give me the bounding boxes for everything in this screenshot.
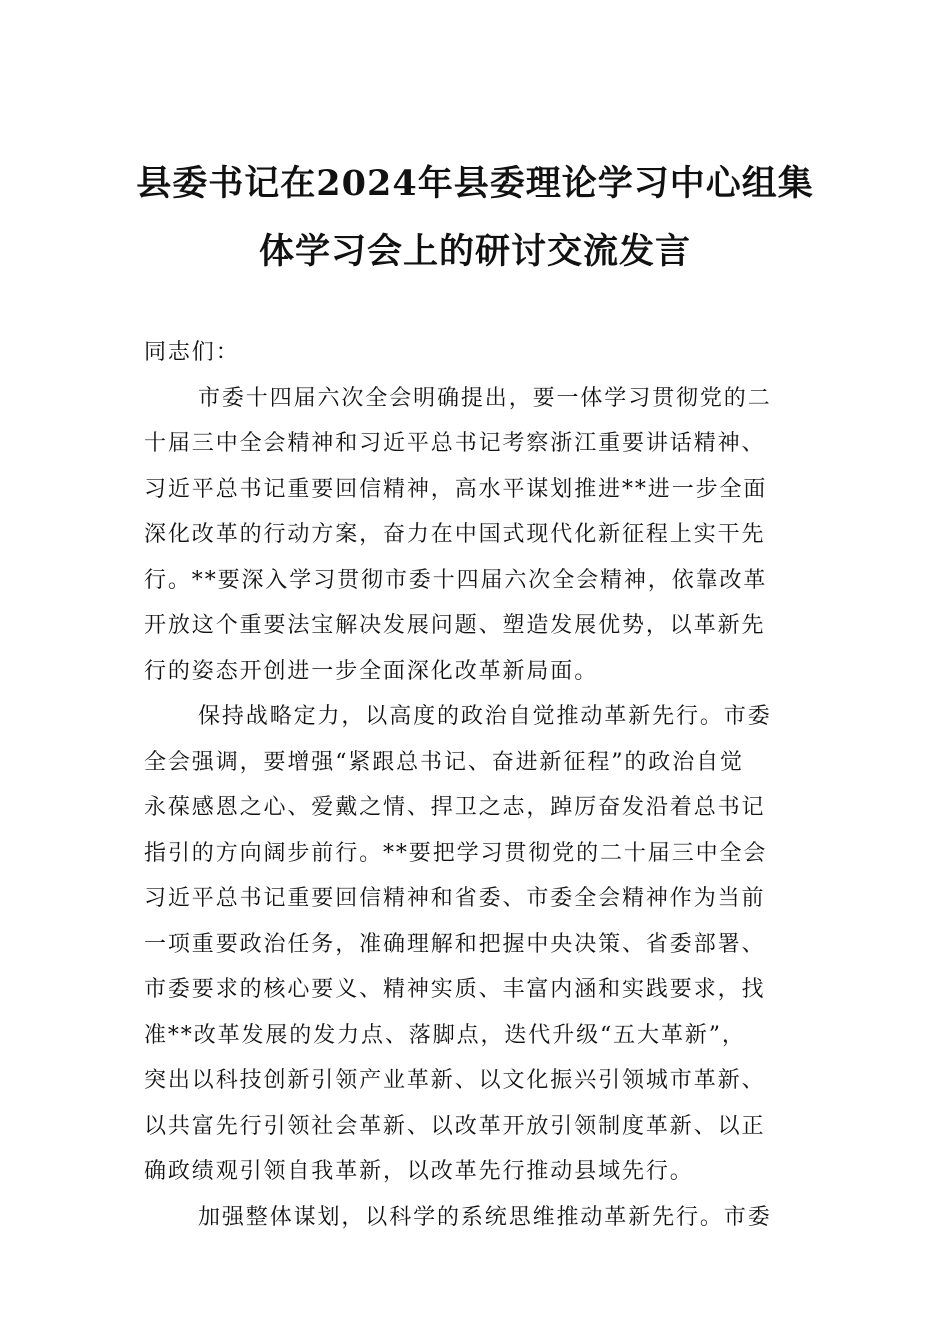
paragraph-line: 指引的方向阔步前行。**要把学习贯彻党的二十届三中全会 bbox=[144, 840, 768, 866]
paragraph-line: 深化改革的行动方案，奋力在中国式现代化新征程上实干先 bbox=[144, 522, 766, 547]
paragraph-line: 行。**要深入学习贯彻市委十四届六次全会精神，依靠改革 bbox=[144, 567, 768, 593]
paragraph-line: 准**改革发展的发力点、落脚点，迭代升级“五大革新”， bbox=[144, 1022, 746, 1048]
paragraph-line: 市委十四届六次全会明确提出，要一体学习贯彻党的二 bbox=[198, 385, 772, 411]
paragraph-line: 习近平总书记重要回信精神，高水平谋划推进**进一步全面 bbox=[144, 476, 768, 502]
paragraph-line: 市委要求的核心要义、精神实质、丰富内涵和实践要求，找 bbox=[144, 977, 766, 1002]
paragraph-line: 全会强调，要增强“紧跟总书记、奋进新征程”的政治自觉 bbox=[144, 749, 744, 775]
document-title bbox=[100, 150, 850, 286]
paragraph-line: 十届三中全会精神和习近平总书记考察浙江重要讲话精神、 bbox=[144, 431, 766, 456]
paragraph-line: 习近平总书记重要回信精神和省委、市委全会精神作为当前 bbox=[144, 886, 766, 911]
title-line-1: 县委书记在2024年县委理论学习中心组集 bbox=[136, 163, 814, 204]
paragraph-1 bbox=[144, 376, 809, 695]
paragraph-line: 突出以科技创新引领产业革新、以文化振兴引领城市革新、 bbox=[144, 1068, 766, 1093]
paragraph-line: 以共富先行引领社会革新、以改革开放引领制度革新、以正 bbox=[144, 1113, 766, 1139]
paragraph-line: 确政绩观引领自我革新，以改革先行推动县域先行。 bbox=[144, 1159, 694, 1184]
paragraph-line: 加强整体谋划，以科学的系统思维推动革新先行。市委 bbox=[198, 1204, 772, 1230]
paragraph-2 bbox=[144, 694, 809, 1195]
paragraph-line: 一项重要政治任务，准确理解和把握中央决策、省委部署、 bbox=[144, 931, 766, 957]
paragraph-3 bbox=[144, 1195, 809, 1241]
paragraph-line: 永葆感恩之心、爱戴之情、捍卫之志，踔厉奋发沿着总书记 bbox=[144, 795, 766, 820]
paragraph-line: 开放这个重要法宝解决发展问题、塑造发展优势，以革新先 bbox=[144, 613, 766, 638]
document-body bbox=[144, 330, 809, 1240]
paragraph-line: 行的姿态开创进一步全面深化改革新局面。 bbox=[144, 658, 599, 684]
salutation: 同志们： bbox=[144, 340, 240, 365]
paragraph-line: 保持战略定力，以高度的政治自觉推动革新先行。市委 bbox=[198, 704, 772, 729]
title-line-2: 体学习会上的研讨交流发言 bbox=[258, 231, 691, 272]
